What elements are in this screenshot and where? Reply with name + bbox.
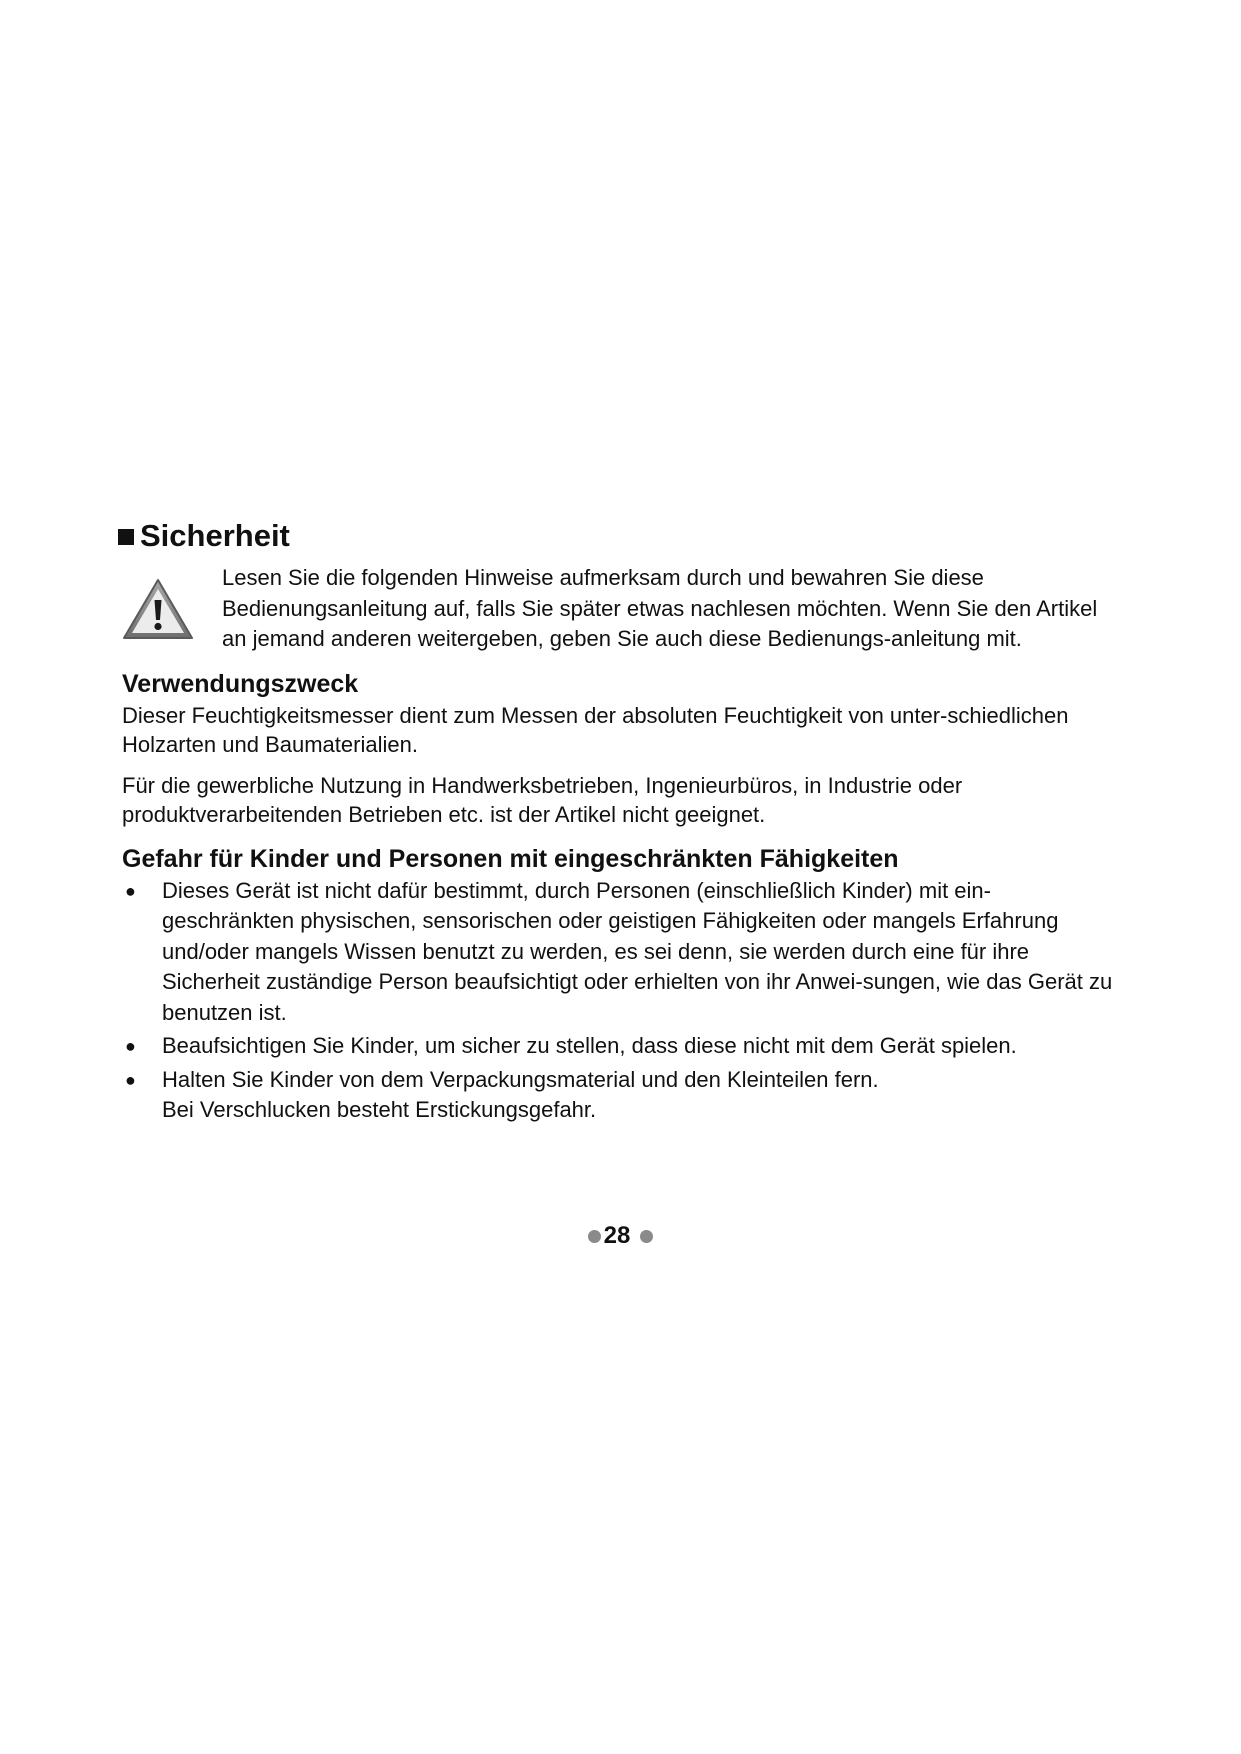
bullet-text: Beaufsichtigen Sie Kinder, um sicher zu stellen, dass diese nicht mit dem Gerät spielen. bbox=[162, 1033, 1017, 1058]
page-number bbox=[0, 1222, 1241, 1250]
page-number-text: 28 bbox=[603, 1222, 631, 1249]
section-title-text: Sicherheit bbox=[140, 518, 290, 553]
bullet-text: Halten Sie Kinder von dem Verpackungsmaterial und den Kleinteilen fern. Bei Verschlucken besteht Erstickungsgefahr. bbox=[162, 1066, 879, 1122]
bullet-text: Dieses Gerät ist nicht dafür bestimmt, durch Personen (einschließlich Kinder) mit ein-geschränkten physischen, sensorischen oder geistigen Fähigkeiten oder mangels Erfahrung und/oder mangels Wissen benutzt zu werden, es sei denn, sie werden durch eine für ihre Sicherheit zuständige Person beaufsichtigt oder erhielten von ihr Anwei-sungen, wie das Gerät zu benutzen ist. bbox=[162, 877, 1113, 1025]
bullet-icon: ● bbox=[125, 1069, 136, 1090]
bullet-icon: ● bbox=[125, 880, 136, 901]
intended-use-paragraph: Dieser Feuchtigkeitsmesser dient zum Messen der absoluten Feuchtigkeit von unter-schiedlichen Holzarten und Baumaterialien. bbox=[122, 702, 1069, 757]
page-dot-icon bbox=[640, 1230, 653, 1243]
list-item bbox=[122, 876, 1122, 1029]
manual-page-content bbox=[122, 520, 1122, 1129]
safety-intro-text: Lesen Sie die folgenden Hinweise aufmerksam durch und bewahren Sie diese Bedienungsanleitung auf, falls Sie später etwas nachlesen möchten. Wenn Sie den Artikel an jemand anderen weitergeben, geben Sie auch diese Bedienungs-anleitung mit. bbox=[222, 565, 1098, 651]
warning-triangle-icon bbox=[122, 563, 222, 646]
list-item bbox=[122, 1031, 1122, 1062]
list-item bbox=[122, 1065, 1122, 1126]
page-dot-icon bbox=[588, 1230, 601, 1243]
danger-heading: Gefahr für Kinder und Personen mit eingeschränkten Fähigkeiten bbox=[122, 844, 899, 873]
danger-bullet-list bbox=[122, 876, 1122, 1126]
intended-use-heading: Verwendungszweck bbox=[122, 669, 359, 698]
section-title bbox=[118, 520, 1118, 551]
warning-block bbox=[122, 563, 1122, 655]
commercial-use-paragraph: Für die gewerbliche Nutzung in Handwerksbetrieben, Ingenieurbüros, in Industrie oder produktverarbeitenden Betrieben etc. ist der Artikel nicht geeignet. bbox=[122, 772, 963, 827]
bullet-icon: ● bbox=[125, 1036, 136, 1056]
title-square-icon bbox=[118, 529, 134, 545]
